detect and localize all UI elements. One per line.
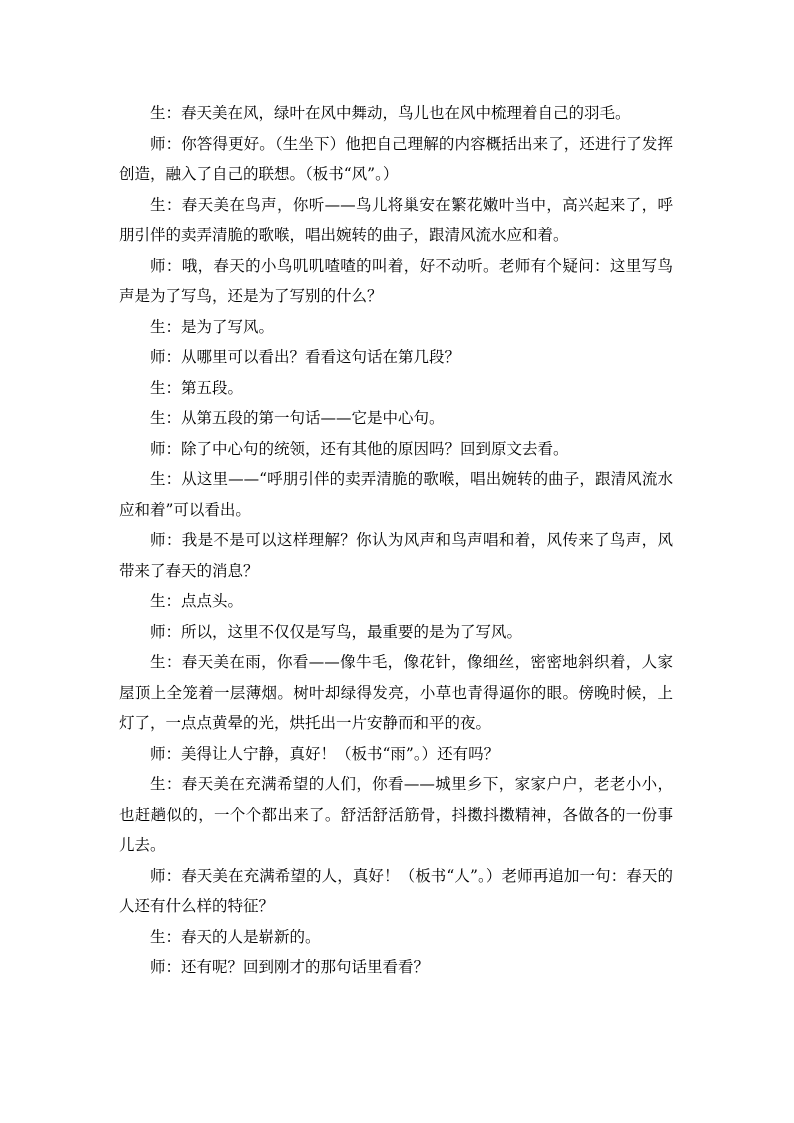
paragraph-4: 师：哦，春天的小鸟叽叽喳喳的叫着，好不动听。老师有个疑问：这里写鸟声是为了写鸟，还是为了写别的什么？ [119,256,673,305]
paragraph-17: 师：春天美在充满希望的人，真好！（板书“人”。）老师再追加一句：春天的人还有什么样的特征？ [119,866,673,915]
paragraph-10: 生：从这里——“呼朋引伴的卖弄清脆的歌喉，唱出婉转的曲子，跟清风流水应和着”可以看出。 [119,470,673,519]
paragraph-1: 生：春天美在风，绿叶在风中舞动，鸟儿也在风中梳理着自己的羽毛。 [150,104,631,122]
paragraph-15: 师：美得让人宁静，真好！（板书“雨”。）还有吗？ [150,744,500,763]
paragraph-7: 生：第五段。 [150,378,244,397]
paragraph-11: 师：我是不是可以这样理解？你认为风声和鸟声唱和着，风传来了鸟声，风带来了春天的消息？ [119,531,673,580]
paragraph-6: 师：从哪里可以看出？看看这句话在第几段？ [150,348,461,366]
paragraph-16: 生：春天美在充满希望的人们，你看——城里乡下，家家户户，老老小小，也赶趟似的，一个个都出来了。舒活舒活筋骨，抖擞抖擞精神，各做各的一份事儿去。 [119,775,673,854]
paragraph-2: 师：你答得更好。（生坐下）他把自己理解的内容概括出来了，还进行了发挥创造，融入了自己的联想。（板书“风”。） [119,134,673,183]
paragraph-18: 生：春天的人是崭新的。 [150,927,321,946]
paragraph-3: 生：春天美在鸟声，你听——鸟儿将巢安在繁花嫩叶当中，高兴起来了，呼朋引伴的卖弄清脆的歌喉，唱出婉转的曲子，跟清风流水应和着。 [119,195,673,244]
paragraph-14: 生：春天美在雨，你看——像牛毛，像花针，像细丝，密密地斜织着，人家屋顶上全笼着一层薄烟。树叶却绿得发亮，小草也青得逼你的眼。傍晚时候，上灯了，一点点黄晕的光，烘托出一片安静而和平的夜。 [119,653,673,732]
paragraph-13: 师：所以，这里不仅仅是写鸟，最重要的是为了写风。 [150,622,523,641]
paragraph-9: 师：除了中心句的统领，还有其他的原因吗？回到原文去看。 [150,439,569,458]
lesson-transcript [119,98,673,983]
paragraph-5: 生：是为了写风。 [150,317,275,336]
paragraph-8: 生：从第五段的第一句话——它是中心句。 [150,409,445,427]
paragraph-12: 生：点点头。 [150,592,244,610]
paragraph-19: 师：还有呢？回到刚才的那句话里看看？ [150,958,430,976]
